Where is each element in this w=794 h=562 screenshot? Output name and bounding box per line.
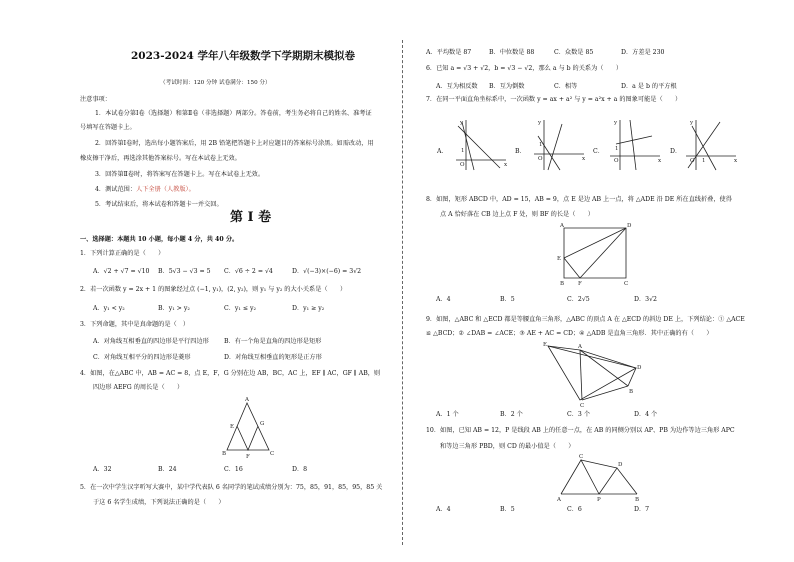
fig-label: P bbox=[597, 497, 601, 503]
axis-label: 1 bbox=[461, 148, 465, 154]
question-8-option-c: C．2√5 bbox=[567, 296, 590, 303]
fig-label: D bbox=[637, 365, 642, 371]
axis-label: x bbox=[734, 158, 738, 164]
question-9-option-a: A．1 个 bbox=[436, 411, 459, 418]
fig-label: B bbox=[629, 389, 634, 395]
question-6-option-a: A．互为相反数 bbox=[436, 83, 478, 90]
question-10-option-b: B．5 bbox=[500, 506, 515, 513]
question-5-option-b: B．中位数是 88 bbox=[489, 49, 535, 56]
note-line bbox=[95, 186, 195, 194]
fig-label: D bbox=[618, 462, 623, 468]
question-3-option-c: C．对角线互相平分的四边形是菱形 bbox=[93, 354, 191, 361]
fig-label: E bbox=[557, 256, 562, 262]
axis-label: O bbox=[538, 156, 543, 162]
column-divider bbox=[402, 40, 403, 545]
fig-label: E bbox=[230, 424, 235, 430]
note-line: 号填写在答题卡上。 bbox=[80, 124, 136, 131]
note-line: 1．本试卷分第Ⅰ卷（选择题）和第Ⅱ卷（非选择题）两部分。答卷前，考生务必将自己的姓名、准考证 bbox=[95, 110, 372, 117]
fig-label: B bbox=[222, 451, 227, 457]
question-7-graph-a bbox=[452, 116, 510, 174]
question-10-stem-cont: 和等边三角形 PBD，则 CD 的最小值是（ ） bbox=[440, 443, 575, 450]
fig-label: A bbox=[578, 344, 582, 350]
question-2-option-d: D．y₁ ≥ y₂ bbox=[292, 305, 325, 312]
question-7-graph-d bbox=[682, 116, 740, 174]
question-10-option-a: A．4 bbox=[436, 506, 451, 513]
axis-label: x bbox=[582, 156, 586, 162]
axis-label: 1 bbox=[615, 146, 619, 152]
question-5-stem: 5．在一次中学生汉字听写大赛中，某中学代表队 6 名同学的笔试成绩分别为：75，85，91，85，95，85 关 bbox=[80, 484, 383, 491]
axis-label: 1 bbox=[539, 142, 543, 148]
question-2-option-c: C．y₁ ≤ y₂ bbox=[224, 305, 256, 312]
fig-label: G bbox=[260, 421, 265, 427]
axis-label: x bbox=[658, 158, 662, 164]
question-6-option-c: C．相等 bbox=[554, 83, 578, 90]
fig-label: E bbox=[543, 342, 548, 348]
axis-label: O bbox=[614, 158, 619, 164]
question-4-option-a: A．32 bbox=[93, 466, 112, 473]
question-10-option-d: D．7 bbox=[634, 506, 650, 513]
question-4-option-d: D．8 bbox=[292, 466, 308, 473]
question-8-figure bbox=[556, 222, 636, 286]
question-3-option-b: B．有一个角是直角的四边形是矩形 bbox=[224, 338, 322, 345]
question-5-option-c: C．众数是 85 bbox=[554, 49, 594, 56]
question-9-option-d: D．4 个 bbox=[634, 411, 658, 418]
question-3-option-d: D．对角线互相垂直的矩形是正方形 bbox=[224, 354, 322, 361]
fig-label: A bbox=[560, 223, 564, 229]
scope-value: 人下全册（人教版）。 bbox=[136, 186, 195, 193]
note-line: 橡皮擦干净后，再选涂其他答案标号。写在本试卷上无效。 bbox=[80, 155, 241, 162]
axis-label: O bbox=[460, 162, 465, 168]
question-9-option-c: C．3 个 bbox=[567, 411, 591, 418]
question-6-option-d: D．a 是 b 的平方根 bbox=[621, 83, 677, 90]
question-1-option-d: D．√(−3)×(−6) = 3√2 bbox=[292, 268, 362, 275]
axis-label: y bbox=[690, 120, 694, 126]
notes-heading: 注意事项： bbox=[80, 96, 111, 103]
fig-label: C bbox=[580, 403, 585, 409]
question-2-option-b: B．y₁ > y₂ bbox=[158, 305, 190, 312]
question-1-option-b: B．5√3 − √3 = 5 bbox=[158, 268, 211, 275]
note-line: 3．回答第Ⅱ卷时，将答案写在答题卡上。写在本试卷上无效。 bbox=[95, 171, 265, 178]
question-10-figure bbox=[555, 452, 645, 502]
axis-label: x bbox=[504, 162, 508, 168]
axis-label: 1 bbox=[702, 158, 706, 164]
question-4-stem-cont: 四边形 AEFG 的周长是（ ） bbox=[93, 384, 184, 391]
question-3-option-a: A．对角线互相垂直的四边形是平行四边形 bbox=[93, 338, 209, 345]
question-8-option-b: B．5 bbox=[500, 296, 515, 303]
question-5-option-d: D．方差是 230 bbox=[621, 49, 665, 56]
question-1-option-a: A．√2 + √7 = √10 bbox=[93, 268, 150, 275]
fig-label: B bbox=[560, 281, 565, 287]
question-7-graph-b bbox=[530, 116, 588, 174]
question-7-option-b: B． bbox=[515, 148, 526, 155]
question-5-option-a: A．平均数是 87 bbox=[426, 49, 472, 56]
question-4-option-c: C．16 bbox=[224, 466, 243, 473]
question-7-stem: 7．在同一平面直角坐标系中，一次函数 y = ax + a² 与 y = a²x + a 的图象可能是（ ） bbox=[426, 96, 682, 103]
question-5-stem-cont: 于这 6 名学生成绩，下列说法正确的是（ ） bbox=[93, 499, 225, 506]
question-1-stem: 1．下列计算正确的是（ ） bbox=[80, 250, 165, 257]
axis-label: O bbox=[690, 158, 695, 164]
fig-label: A bbox=[245, 397, 249, 403]
question-8-option-a: A．4 bbox=[436, 296, 451, 303]
axis-label: y bbox=[460, 120, 464, 126]
fig-label: B bbox=[635, 497, 640, 503]
fig-label: A bbox=[557, 497, 561, 503]
question-8-stem: 8．如图，矩形 ABCD 中，AD = 15，AB = 9，点 E 是边 AB 上一点，将 △ADE 沿 DE 所在直线折叠，使得 bbox=[426, 196, 732, 203]
note-line: 5．考试结束后，将本试卷和答题卡一并交回。 bbox=[95, 201, 223, 208]
question-7-option-a: A． bbox=[437, 148, 448, 155]
question-7-option-d: D． bbox=[670, 148, 682, 155]
exam-info: （考试时间：120 分钟 试卷满分：150 分） bbox=[160, 80, 271, 86]
question-7-graph-c bbox=[606, 116, 664, 174]
fig-label: D bbox=[627, 223, 632, 229]
note-line: 2．回答第Ⅰ卷时，选出每小题答案后，用 2B 铅笔把答题卡上对应题目的答案标号涂黑。如需改动，用 bbox=[95, 140, 374, 147]
question-8-option-d: D．3√2 bbox=[634, 296, 657, 303]
scope-label: 4．测试范围： bbox=[95, 186, 137, 193]
question-8-stem-cont: 点 A 恰好落在 CB 边上点 F 处，则 BF 的长是（ ） bbox=[440, 211, 594, 218]
question-6-stem: 6．已知 a = √3 + √2，b = √3 − √2，那么 a 与 b 的关系为（ ） bbox=[426, 65, 623, 72]
question-9-stem: 9．如图，△ABC 和 △ECD 都是等腰直角三角形，△ABC 的顶点 A 在 △ECD 的斜边 DE 上，下列结论：① △ACE bbox=[426, 316, 745, 323]
question-6-option-b: B．互为倒数 bbox=[489, 83, 525, 90]
fig-label: C bbox=[624, 281, 629, 287]
question-2-stem: 2．若一次函数 y = 2x + 1 的图象经过点 (−1, y₁)，(2, y₂)，则 y₁ 与 y₂ 的大小关系是（ ） bbox=[80, 286, 347, 293]
question-4-option-b: B．24 bbox=[158, 466, 177, 473]
question-3-stem: 3．下列命题，其中是真命题的是（ ） bbox=[80, 321, 190, 328]
fig-label: F bbox=[578, 281, 582, 287]
fig-label: C bbox=[270, 451, 275, 457]
fig-label: F bbox=[246, 454, 250, 460]
question-7-option-c: C． bbox=[593, 148, 604, 155]
question-10-option-c: C．6 bbox=[567, 506, 582, 513]
axis-label: y bbox=[538, 120, 542, 126]
question-1-option-c: C．√6 ÷ 2 = √4 bbox=[224, 268, 273, 275]
exam-title: 2023-2024 学年八年级数学下学期期末模拟卷 bbox=[131, 50, 355, 62]
question-9-figure bbox=[540, 340, 645, 409]
part-heading: 一、选择题：本题共 10 小题，每小题 4 分，共 40 分。 bbox=[80, 236, 239, 243]
question-2-option-a: A．y₁ < y₂ bbox=[93, 305, 125, 312]
axis-label: y bbox=[614, 120, 618, 126]
question-9-stem-cont: ≌ △BCD；② ∠DAB = ∠ACE；③ AE + AC = CD；④ △ADB 是直角三角形．其中正确的有（ ） bbox=[426, 330, 713, 337]
question-4-figure bbox=[215, 395, 285, 460]
fig-label: C bbox=[579, 454, 584, 460]
question-9-option-b: B．2 个 bbox=[500, 411, 523, 418]
section-title: 第 I 卷 bbox=[230, 210, 272, 225]
question-4-stem: 4．如图，在△ABC 中，AB = AC = 8，点 E，F，G 分别在边 AB，BC，AC 上，EF ∥ AC，GF ∥ AB，则 bbox=[80, 370, 381, 377]
question-10-stem: 10．如图，已知 AB = 12，P 是线段 AB 上的任意一点，在 AB 的同侧分别以 AP、PB 为边作等边三角形 APC bbox=[426, 427, 735, 434]
